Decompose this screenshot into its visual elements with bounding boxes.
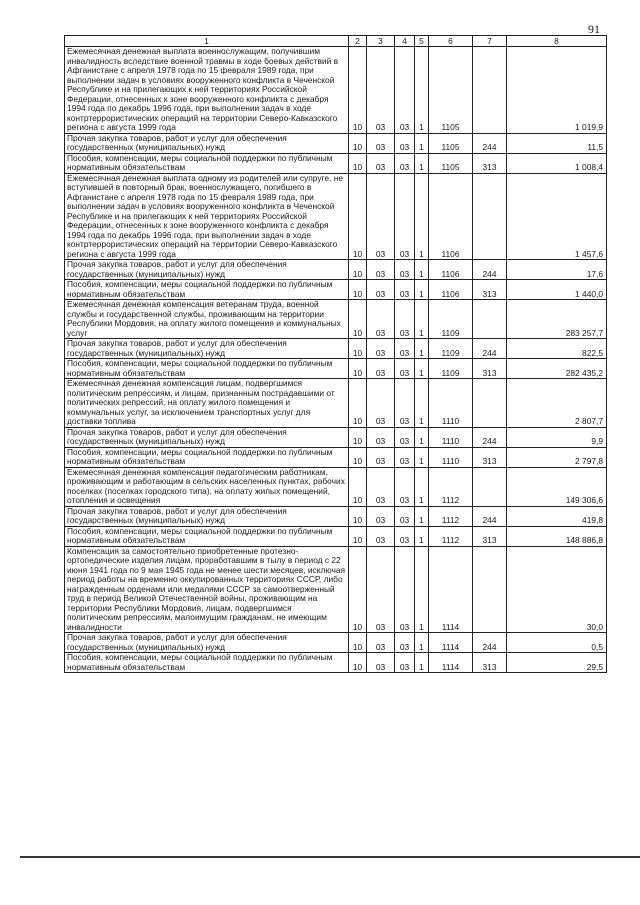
row-amount: 9,9	[507, 427, 607, 447]
row-code-c6: 1109	[429, 339, 473, 359]
table-row	[65, 653, 607, 673]
row-code-c6: 1109	[429, 300, 473, 339]
row-amount: 1 019,9	[507, 47, 607, 134]
row-description: Пособия, компенсации, меры социальной поддержки по публичным нормативным обязательствам	[65, 359, 349, 379]
row-code-c3: 03	[367, 506, 395, 526]
row-code-c2: 10	[349, 427, 367, 447]
row-code-c2: 10	[349, 359, 367, 379]
row-code-c3: 03	[367, 133, 395, 153]
row-code-c3: 03	[367, 300, 395, 339]
row-amount: 2 797,8	[507, 447, 607, 467]
column-header: 8	[507, 36, 607, 47]
row-description: Компенсация за самостоятельно приобретенные протезно-ортопедические изделия лицам, проработавшим в тылу в период с 22 июня 1941 года по 9 мая 1945 года не менее шести месяцев, исключая период работы на временно оккупированных территориях СССР, либо награжденным орденами или медалями СССР за самоотверженный труд в период Великой Отечественной войны, проживающим на территории Республики Мордовия, лицам, подвергшимся политическим репрессиям, малоимущим гражданам, не имеющим инвалидности	[65, 546, 349, 633]
column-header: 5	[415, 36, 429, 47]
row-code-c5: 1	[415, 300, 429, 339]
row-code-c7: 313	[473, 153, 507, 173]
row-code-c7	[473, 47, 507, 134]
row-code-c7: 313	[473, 447, 507, 467]
table-row	[65, 633, 607, 653]
row-code-c7: 313	[473, 653, 507, 673]
table-row	[65, 379, 607, 428]
row-code-c2: 10	[349, 173, 367, 260]
row-code-c6: 1114	[429, 653, 473, 673]
row-code-c7: 244	[473, 133, 507, 153]
row-code-c2: 10	[349, 447, 367, 467]
row-code-c5: 1	[415, 653, 429, 673]
row-code-c6: 1106	[429, 260, 473, 280]
table-row	[65, 260, 607, 280]
row-description: Ежемесячная денежная компенсация педагогическим работникам, проживающим и работающим в сельских населенных пунктах, рабочих поселках (поселках городского типа), на оплату жилых помещений, отопления и освещения	[65, 467, 349, 506]
row-code-c5: 1	[415, 133, 429, 153]
row-code-c4: 03	[395, 260, 415, 280]
row-description: Пособия, компенсации, меры социальной поддержки по публичным нормативным обязательствам	[65, 447, 349, 467]
column-header: 4	[395, 36, 415, 47]
row-code-c7: 244	[473, 339, 507, 359]
table-row	[65, 467, 607, 506]
row-amount: 30,0	[507, 546, 607, 633]
row-code-c2: 10	[349, 546, 367, 633]
row-code-c4: 03	[395, 379, 415, 428]
row-amount: 283 257,7	[507, 300, 607, 339]
row-code-c2: 10	[349, 633, 367, 653]
row-code-c2: 10	[349, 526, 367, 546]
row-code-c7	[473, 300, 507, 339]
row-code-c4: 03	[395, 173, 415, 260]
row-amount: 0,5	[507, 633, 607, 653]
row-amount: 1 440,0	[507, 280, 607, 300]
row-code-c4: 03	[395, 633, 415, 653]
row-description: Прочая закупка товаров, работ и услуг для обеспечения государственных (муниципальных) нужд	[65, 506, 349, 526]
row-code-c5: 1	[415, 379, 429, 428]
table-row	[65, 359, 607, 379]
row-code-c5: 1	[415, 546, 429, 633]
row-code-c6: 1110	[429, 427, 473, 447]
row-code-c6: 1112	[429, 526, 473, 546]
row-description: Ежемесячная денежная выплата военнослужащим, получившим инвалидность вследствие военной травмы в ходе боевых действий в Афганистане с апреля 1978 года по 15 февраля 1989 года, при выполнении задач в условиях вооруженного конфликта в Чеченской Республике и на прилегающих к ней территориях Российской Федерации, отнесенных к зоне вооруженного конфликта с декабря 1994 года по декабрь 1996 года, при выполнении задач в ходе контртеррористических операций на территории Северо-Кавказского региона с августа 1999 года	[65, 47, 349, 134]
row-amount: 2 807,7	[507, 379, 607, 428]
row-code-c4: 03	[395, 526, 415, 546]
row-code-c5: 1	[415, 153, 429, 173]
row-code-c3: 03	[367, 280, 395, 300]
row-code-c7: 244	[473, 506, 507, 526]
row-code-c4: 03	[395, 653, 415, 673]
row-amount: 17,6	[507, 260, 607, 280]
row-code-c6: 1105	[429, 47, 473, 134]
row-code-c3: 03	[367, 153, 395, 173]
row-code-c2: 10	[349, 506, 367, 526]
row-code-c4: 03	[395, 546, 415, 633]
row-code-c6: 1106	[429, 173, 473, 260]
row-description: Прочая закупка товаров, работ и услуг для обеспечения государственных (муниципальных) нужд	[65, 260, 349, 280]
row-code-c3: 03	[367, 653, 395, 673]
row-code-c7: 244	[473, 260, 507, 280]
row-code-c5: 1	[415, 47, 429, 134]
row-code-c5: 1	[415, 526, 429, 546]
table-row	[65, 47, 607, 134]
row-description: Прочая закупка товаров, работ и услуг для обеспечения государственных (муниципальных) нужд	[65, 427, 349, 447]
row-description: Ежемесячная денежная компенсация ветеранам труда, военной службы и государственной службы, проживающим на территории Республики Мордовия, на оплату жилого помещения и коммунальных услуг	[65, 300, 349, 339]
row-code-c4: 03	[395, 447, 415, 467]
row-code-c4: 03	[395, 427, 415, 447]
row-code-c2: 10	[349, 339, 367, 359]
column-header: 2	[349, 36, 367, 47]
row-code-c7: 313	[473, 359, 507, 379]
row-code-c5: 1	[415, 633, 429, 653]
row-code-c6: 1112	[429, 467, 473, 506]
row-code-c3: 03	[367, 467, 395, 506]
row-code-c2: 10	[349, 300, 367, 339]
table-row	[65, 280, 607, 300]
row-code-c6: 1106	[429, 280, 473, 300]
row-description: Пособия, компенсации, меры социальной поддержки по публичным нормативным обязательствам	[65, 653, 349, 673]
table-row	[65, 300, 607, 339]
row-description: Пособия, компенсации, меры социальной поддержки по публичным нормативным обязательствам	[65, 153, 349, 173]
row-amount: 148 886,8	[507, 526, 607, 546]
row-code-c6: 1105	[429, 153, 473, 173]
row-code-c6: 1114	[429, 546, 473, 633]
table-row	[65, 339, 607, 359]
row-code-c5: 1	[415, 467, 429, 506]
row-code-c7: 244	[473, 427, 507, 447]
row-code-c4: 03	[395, 300, 415, 339]
row-code-c4: 03	[395, 47, 415, 134]
row-description: Прочая закупка товаров, работ и услуг для обеспечения государственных (муниципальных) нужд	[65, 339, 349, 359]
row-code-c2: 10	[349, 653, 367, 673]
column-header: 1	[65, 36, 349, 47]
table-row	[65, 173, 607, 260]
table-row	[65, 133, 607, 153]
row-code-c4: 03	[395, 153, 415, 173]
row-description: Пособия, компенсации, меры социальной поддержки по публичным нормативным обязательствам	[65, 280, 349, 300]
row-code-c2: 10	[349, 280, 367, 300]
row-code-c5: 1	[415, 447, 429, 467]
row-code-c4: 03	[395, 133, 415, 153]
row-code-c2: 10	[349, 260, 367, 280]
row-code-c2: 10	[349, 133, 367, 153]
row-code-c3: 03	[367, 546, 395, 633]
table-row	[65, 427, 607, 447]
row-code-c5: 1	[415, 506, 429, 526]
row-description: Прочая закупка товаров, работ и услуг для обеспечения государственных (муниципальных) нужд	[65, 133, 349, 153]
row-amount: 419,8	[507, 506, 607, 526]
table-row	[65, 546, 607, 633]
row-code-c3: 03	[367, 339, 395, 359]
table-row	[65, 153, 607, 173]
row-code-c3: 03	[367, 260, 395, 280]
row-amount: 1 457,6	[507, 173, 607, 260]
row-code-c4: 03	[395, 359, 415, 379]
row-description: Ежемесячная денежная компенсация лицам, подвергшимся политическим репрессиям, и лицам, признанным пострадавшими от политических репрессий, на оплату жилого помещения и коммунальных услуг, за исключением транспортных услуг для доставки топлива	[65, 379, 349, 428]
row-code-c5: 1	[415, 173, 429, 260]
row-code-c2: 10	[349, 47, 367, 134]
row-code-c5: 1	[415, 280, 429, 300]
row-code-c3: 03	[367, 633, 395, 653]
row-code-c4: 03	[395, 339, 415, 359]
column-header: 6	[429, 36, 473, 47]
column-header: 3	[367, 36, 395, 47]
row-code-c4: 03	[395, 280, 415, 300]
table-row	[65, 506, 607, 526]
row-code-c7	[473, 173, 507, 260]
row-code-c3: 03	[367, 447, 395, 467]
row-amount: 1 008,4	[507, 153, 607, 173]
row-code-c7: 313	[473, 280, 507, 300]
row-code-c4: 03	[395, 467, 415, 506]
row-code-c2: 10	[349, 467, 367, 506]
row-code-c6: 1109	[429, 359, 473, 379]
row-code-c3: 03	[367, 379, 395, 428]
row-code-c3: 03	[367, 427, 395, 447]
table-row	[65, 447, 607, 467]
row-amount: 282 435,2	[507, 359, 607, 379]
row-code-c3: 03	[367, 526, 395, 546]
row-code-c7: 313	[473, 526, 507, 546]
header-row	[65, 36, 607, 47]
row-code-c5: 1	[415, 427, 429, 447]
row-code-c6: 1105	[429, 133, 473, 153]
row-code-c5: 1	[415, 359, 429, 379]
row-code-c7	[473, 467, 507, 506]
row-code-c3: 03	[367, 173, 395, 260]
row-code-c7	[473, 546, 507, 633]
column-header: 7	[473, 36, 507, 47]
row-code-c7: 244	[473, 633, 507, 653]
row-code-c2: 10	[349, 153, 367, 173]
bottom-rule	[20, 856, 640, 858]
page-number: 91	[588, 22, 600, 36]
row-amount: 11,5	[507, 133, 607, 153]
row-amount: 29,5	[507, 653, 607, 673]
table-row	[65, 526, 607, 546]
row-code-c6: 1110	[429, 379, 473, 428]
row-code-c6: 1112	[429, 506, 473, 526]
row-code-c3: 03	[367, 359, 395, 379]
row-code-c5: 1	[415, 260, 429, 280]
row-code-c4: 03	[395, 506, 415, 526]
row-code-c5: 1	[415, 339, 429, 359]
row-description: Прочая закупка товаров, работ и услуг для обеспечения государственных (муниципальных) нужд	[65, 633, 349, 653]
row-code-c6: 1114	[429, 633, 473, 653]
row-amount: 822,5	[507, 339, 607, 359]
row-amount: 149 306,6	[507, 467, 607, 506]
budget-table	[64, 35, 607, 673]
row-description: Ежемесячная денежная выплата одному из родителей или супруге, не вступившей в повторный брак, военнослужащего, погибшего в Афганистане с апреля 1978 года по 15 февраля 1989 года, при выполнении задач в условиях вооруженного конфликта в Чеченской Республике и на прилегающих к ней территориях Российской Федерации, отнесенных к зоне вооруженного конфликта с декабря 1994 года по декабрь 1996 года, при выполнении задач в ходе контртеррористических операций на территории Северо-Кавказского региона с августа 1999 года	[65, 173, 349, 260]
row-code-c3: 03	[367, 47, 395, 134]
table-body	[65, 47, 607, 673]
row-code-c6: 1110	[429, 447, 473, 467]
row-description: Пособия, компенсации, меры социальной поддержки по публичным нормативным обязательствам	[65, 526, 349, 546]
row-code-c2: 10	[349, 379, 367, 428]
row-code-c7	[473, 379, 507, 428]
